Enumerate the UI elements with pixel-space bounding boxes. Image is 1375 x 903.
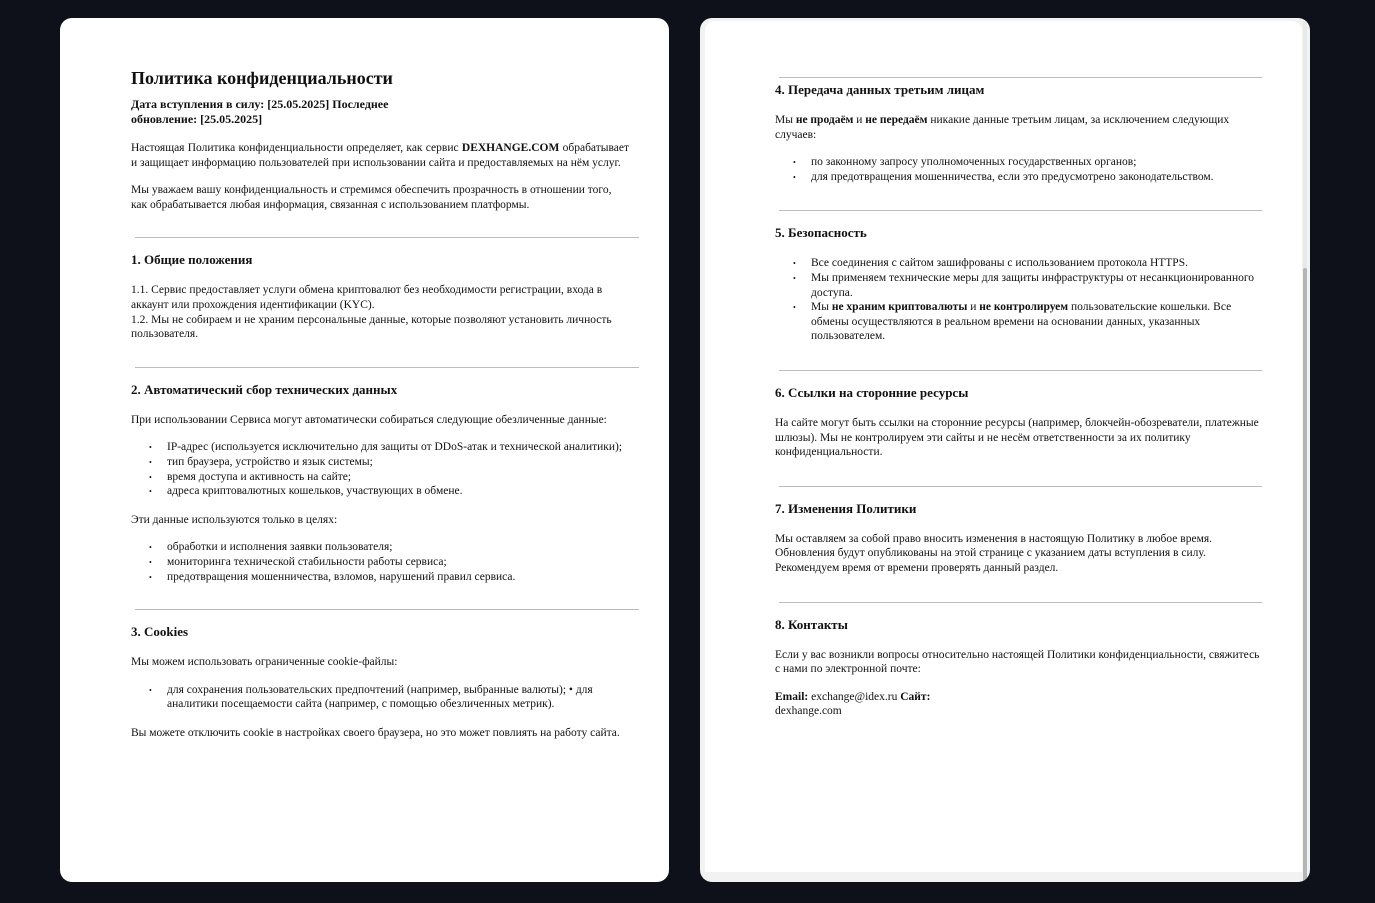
list-item: • Мы не храним криптовалюты и не контролируем пользовательские кошельки. Все обмены осуществляются в реальном времени на основании данных, указанных пользователем. bbox=[811, 300, 1262, 344]
third-party-list bbox=[775, 155, 1262, 184]
section-title-policy-changes: 7. Изменения Политики bbox=[775, 500, 917, 516]
policy-page-left bbox=[60, 18, 669, 882]
email-link[interactable]: exchange@idex.ru bbox=[811, 690, 898, 703]
effective-dates: Дата вступления в силу: [25.05.2025] Последнее обновление: [25.05.2025] bbox=[131, 97, 389, 126]
section-paragraph: На сайте могут быть ссылки на сторонние ресурсы (например, блокчейн-обозреватели, платежные шлюзы). Мы не контролируем эти сайты и не несём ответственности за их политику конфиденциальности. bbox=[775, 416, 1259, 459]
list-item: • время доступа и активность на сайте; bbox=[167, 470, 629, 485]
list-item: • мониторинга технической стабильности работы сервиса; bbox=[167, 555, 629, 570]
scroll-content[interactable] bbox=[705, 21, 1302, 872]
brand-name: DEXHANGE.COM bbox=[461, 142, 560, 154]
section-paragraph: 1.1. Сервис предоставляет услуги обмена криптовалют без необходимости регистрации, входа в аккаунт или прохождения идентификации (KYC). bbox=[131, 284, 603, 311]
section-paragraph: 1.2. Мы не собираем и не храним персональные данные, которые позволяют установить личность пользователя. bbox=[131, 313, 612, 341]
cookies-list bbox=[131, 683, 629, 712]
intro-paragraph-2: Мы уважаем вашу конфиденциальность и стремимся обеспечить прозрачность в отношении того, как обрабатывается любая информация, связанная с использованием платформы. bbox=[131, 184, 612, 211]
divider bbox=[779, 486, 1262, 487]
divider bbox=[779, 370, 1262, 371]
section-title-cookies: 3. Cookies bbox=[131, 624, 189, 640]
divider bbox=[135, 237, 639, 238]
section-title-external-links: 6. Ссылки на сторонние ресурсы bbox=[775, 384, 969, 400]
section-paragraph: Если у вас возникли вопросы относительно настоящей Политики конфиденциальности, свяжитесь с нами по электронной почте: bbox=[775, 648, 1260, 676]
divider bbox=[779, 210, 1262, 211]
list-item: • обработки и исполнения заявки пользователя; bbox=[167, 540, 629, 555]
section-paragraph: Эти данные используются только в целях: bbox=[131, 513, 338, 526]
intro-paragraph-1: Настоящая Политика конфиденциальности определяет, как сервис DEXHANGE.COM обрабатывает и защищает информацию пользователей при использовании сайта и предоставляемых на нём услуг. bbox=[131, 142, 629, 169]
section-paragraph: Мы не продаём и не передаём никакие данные третьим лицам, за исключением следующих случаев: bbox=[775, 114, 1230, 141]
page-title: Политика конфиденциальности bbox=[131, 68, 393, 88]
section-paragraph: Мы оставляем за собой право вносить изменения в настоящую Политику в любое время. Обновления будут опубликованы на этой странице с указанием даты вступления в силу. Рекомендуем время от времени проверять данный раздел. bbox=[775, 532, 1213, 574]
section-paragraph: При использовании Сервиса могут автоматически собираться следующие обезличенные данные: bbox=[131, 413, 607, 426]
list-item: • для предотвращения мошенничества, если это предусмотрено законодательством. bbox=[811, 170, 1262, 185]
list-item: • IP-адрес (используется исключительно для защиты от DDoS-атак и технической аналитики); bbox=[167, 440, 629, 455]
scrollbar-thumb[interactable] bbox=[1303, 268, 1307, 882]
section-paragraph: Мы можем использовать ограниченные cookie-файлы: bbox=[131, 656, 398, 669]
list-item: • по законному запросу уполномоченных государственных органов; bbox=[811, 155, 1262, 170]
site-link[interactable]: dexhange.com bbox=[775, 705, 842, 718]
purpose-list bbox=[131, 540, 629, 584]
technical-data-list bbox=[131, 440, 629, 498]
policy-page-right bbox=[700, 18, 1310, 882]
section-title-security: 5. Безопасность bbox=[775, 225, 867, 241]
list-item: • тип браузера, устройство и язык системы; bbox=[167, 455, 629, 470]
security-list bbox=[775, 256, 1262, 344]
site-label: Сайт: bbox=[900, 690, 931, 703]
divider bbox=[135, 367, 639, 368]
list-item: • Мы применяем технические меры для защиты инфраструктуры от несанкционированного доступа. bbox=[811, 271, 1262, 300]
email-label: Email: bbox=[775, 690, 809, 703]
divider bbox=[135, 609, 639, 610]
divider bbox=[779, 77, 1262, 78]
section-title-general: 1. Общие положения bbox=[131, 252, 253, 268]
contact-info bbox=[775, 690, 1262, 719]
list-item: • предотвращения мошенничества, взломов, нарушений правил сервиса. bbox=[167, 570, 629, 585]
section-title-third-parties: 4. Передача данных третьим лицам bbox=[775, 82, 985, 97]
section-paragraph: Вы можете отключить cookie в настройках своего браузера, но это может повлиять на работу сайта. bbox=[131, 726, 620, 739]
section-title-technical-data: 2. Автоматический сбор технических данных bbox=[131, 381, 398, 397]
list-item: • для сохранения пользовательских предпочтений (например, выбранные валюты); • для аналитики посещаемости сайта (например, с помощью обезличенных метрик). bbox=[167, 683, 629, 712]
divider bbox=[779, 602, 1262, 603]
section-title-contacts: 8. Контакты bbox=[775, 616, 848, 632]
list-item: • Все соединения с сайтом зашифрованы с использованием протокола HTTPS. bbox=[811, 256, 1262, 271]
list-item: • адреса криптовалютных кошельков, участвующих в обмене. bbox=[167, 484, 629, 499]
